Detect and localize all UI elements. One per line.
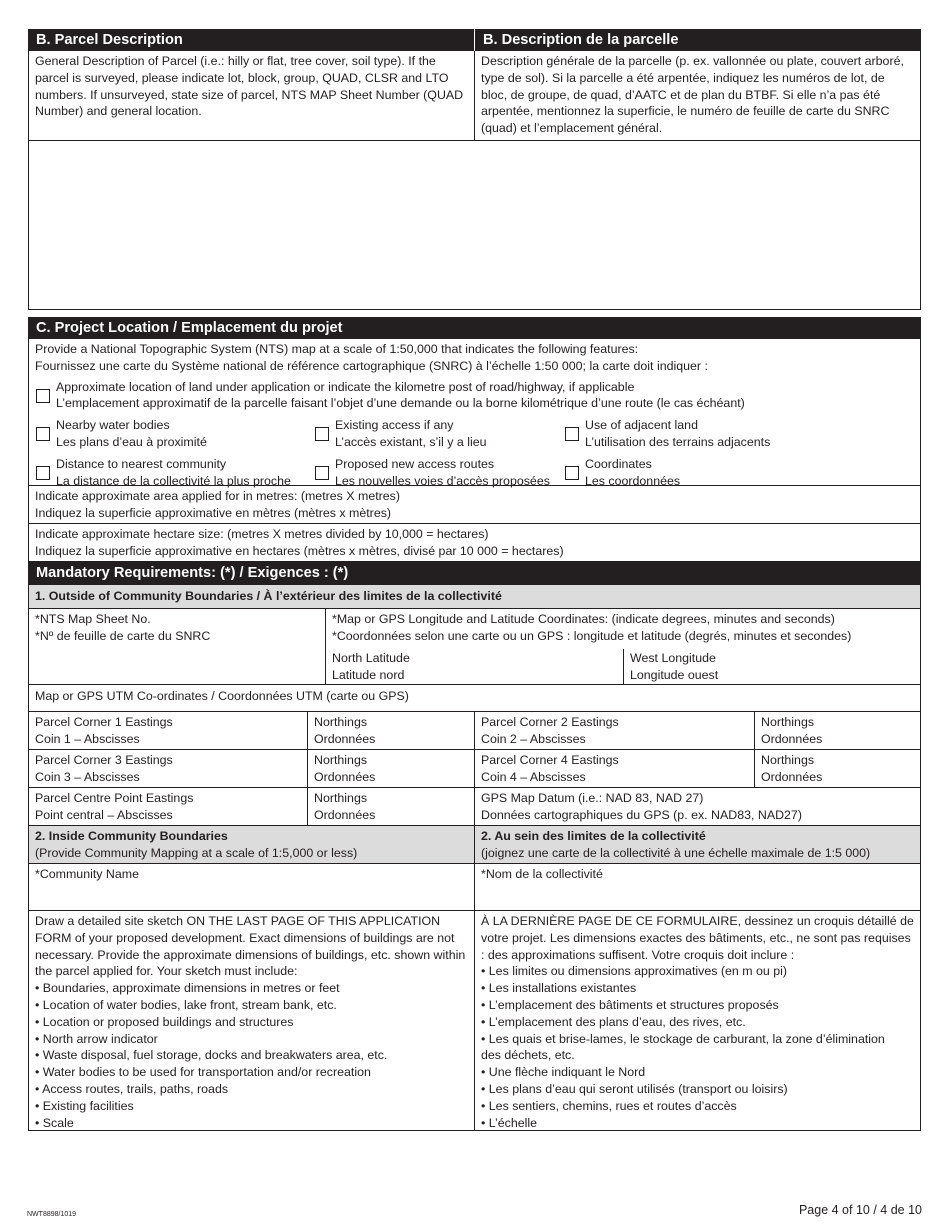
list-item: • Waste disposal, fuel storage, docks and breakwaters area, etc. <box>35 1048 388 1063</box>
check-label-fr: La distance de la collectivité la plus proche <box>56 473 291 488</box>
corner-row-2 <box>28 750 921 788</box>
corner-3-eastings-field[interactable] <box>29 750 308 787</box>
north-label-en: North Latitude <box>332 651 410 665</box>
corner-label-en: Parcel Corner 1 Eastings <box>35 715 173 729</box>
list-item: • Scale <box>35 1115 74 1130</box>
community-name-field[interactable] <box>29 864 475 910</box>
list-item: • Existing facilities <box>35 1098 134 1113</box>
northings-label-fr: Ordonnées <box>314 731 376 746</box>
list-item: • Les installations existantes <box>481 981 637 996</box>
check-label-fr: L’utilisation des terrains adjacents <box>585 434 771 449</box>
list-item: • Boundaries, approximate dimensions in metres or feet <box>35 981 340 996</box>
checkbox-existing-access[interactable] <box>315 427 329 441</box>
list-item: • Les limites ou dimensions approximatives (en m ou pi) <box>481 964 787 979</box>
sketch-list-fr <box>481 963 914 1131</box>
section-b-title-en: B. Parcel Description <box>28 29 475 51</box>
corner-label-en: Parcel Corner 2 Eastings <box>481 715 619 729</box>
checkbox-new-access-routes[interactable] <box>315 466 329 480</box>
section-b-desc-fr: Description générale de la parcelle (p. ex. vallonnée ou plate, couvert arboré, type de sol). Si la parcelle a été arpentée, indiquez les numéros de lot, de bloc, de groupe, de quad, d’AATC et de plan du BTBF. Si elle n’a pas été arpentée, mentionnez la superficie, le numéro de feuille de carte du SNRC (quad) et l’emplacement général. <box>481 54 904 136</box>
list-item: • L’échelle <box>481 1115 538 1130</box>
nts-gps-row <box>28 609 921 685</box>
inside-sub-fr: (joignez une carte de la collectivité à une échelle maximale de 1:5 000) <box>481 845 871 860</box>
north-label-fr: Latitude nord <box>332 667 405 682</box>
corner-2-northings-field[interactable] <box>755 712 920 749</box>
parcel-description-field[interactable] <box>28 141 921 310</box>
sketch-intro-en: Draw a detailed site sketch ON THE LAST PAGE OF THIS APPLICATION FORM of your proposed development. Exact dimensions of buildings are not necessary. Provide the approximate dimensions of buildings, etc. shown within the parcel applied for. Your sketch must include: <box>35 914 466 979</box>
nts-map-sheet-field[interactable] <box>29 609 326 684</box>
section-b-header-row <box>28 29 921 51</box>
check-label-fr: Les plans d’eau à proximité <box>56 434 207 449</box>
northings-label-en: Northings <box>314 715 368 729</box>
area-label-fr: Indiquez la superficie approximative en mètres (mètres x mètres) <box>35 505 392 520</box>
nts-label-en: *NTS Map Sheet No. <box>35 612 151 626</box>
section-c-intro-fr: Fournissez une carte du Système national de référence cartographique (SNRC) à l’échelle 1:50 000; la carte doit indiquer : <box>35 358 708 373</box>
community-label-fr: *Nom de la collectivité <box>481 867 603 881</box>
centre-label-fr: Point central – Abscisses <box>35 807 173 822</box>
check-label-fr: L’accès existant, s’il y a lieu <box>335 434 487 449</box>
checkbox-coordinates[interactable] <box>565 466 579 480</box>
west-label-fr: Longitude ouest <box>630 667 719 682</box>
check-label-en: Distance to nearest community <box>56 456 227 471</box>
northings-label-en: Northings <box>761 753 815 767</box>
checkbox-water-bodies[interactable] <box>36 427 50 441</box>
list-item: • L’emplacement des plans d’eau, des rives, etc. <box>481 1014 746 1029</box>
check-label-en: Use of adjacent land <box>585 418 698 433</box>
list-item: • Water bodies to be used for transportation and/or recreation <box>35 1065 371 1080</box>
nts-label-fr: *Nº de feuille de carte du SNRC <box>35 628 211 643</box>
list-item: • Les plans d’eau qui seront utilisés (transport ou loisirs) <box>481 1081 788 1096</box>
checkbox-approximate-location[interactable] <box>36 389 50 403</box>
check-label-en: Existing access if any <box>335 418 454 433</box>
list-item: • Les sentiers, chemins, rues et routes d’accès <box>481 1098 737 1113</box>
site-sketch-instructions-row <box>28 911 921 1131</box>
corner-label-fr: Coin 3 – Abscisses <box>35 769 140 784</box>
datum-label-en: GPS Map Datum (i.e.: NAD 83, NAD 27) <box>481 791 704 805</box>
corner-4-northings-field[interactable] <box>755 750 920 787</box>
list-item: • North arrow indicator <box>35 1031 158 1046</box>
section-c-title: C. Project Location / Emplacement du projet <box>28 317 921 339</box>
form-number: NWT8898/1019 <box>27 1211 77 1218</box>
gps-label-fr: *Coordonnées selon une carte ou un GPS : longitude et latitude (degrés, minutes et secondes) <box>332 628 852 643</box>
section-c-intro-en: Provide a National Topographic System (NTS) map at a scale of 1:50,000 that indicates the following features: <box>35 342 639 356</box>
list-item: • Access routes, trails, paths, roads <box>35 1081 229 1096</box>
corner-label-fr: Coin 2 – Abscisses <box>481 731 586 746</box>
corner-label-en: Parcel Corner 4 Eastings <box>481 753 619 767</box>
area-field[interactable] <box>28 485 921 523</box>
check-label-fr: Les coordonnées <box>585 473 681 488</box>
northings-label-en: Northings <box>761 715 815 729</box>
sketch-intro-fr: À LA DERNIÈRE PAGE DE CE FORMULAIRE, dessinez un croquis détaillé de votre projet. Les dimensions exactes des bâtiments, etc., ne sont pas requises : des approximations suffisent. Votre croquis doit inclure : <box>481 914 914 962</box>
outside-community-title: 1. Outside of Community Boundaries / À l’extérieur des limites de la collectivité <box>28 585 921 609</box>
check-label-en: Proposed new access routes <box>335 456 495 471</box>
gps-label-en: *Map or GPS Longitude and Latitude Coordinates: (indicate degrees, minutes and seconds) <box>332 612 835 626</box>
inside-title-fr: 2. Au sein des limites de la collectivité <box>481 829 706 843</box>
list-item: • Une flèche indiquant le Nord <box>481 1065 646 1080</box>
section-b-desc-en: General Description of Parcel (i.e.: hilly or flat, tree cover, soil type). If the parcel is surveyed, please indicate lot, block, group, QUAD, CLSR and LTO numbers. If unsurveyed, state size of parcel, NTS MAP Sheet Number (QUAD Number) and general location. <box>29 51 475 140</box>
community-name-field-fr[interactable] <box>475 864 920 910</box>
list-item: • Les quais et brise-lames, le stockage de carburant, la zone d’élimination <box>481 1031 885 1046</box>
community-name-row <box>28 864 921 911</box>
centre-northings-field[interactable] <box>308 788 475 825</box>
page-number: Page 4 of 10 / 4 de 10 <box>798 1203 922 1217</box>
check-label-en: Nearby water bodies <box>56 418 170 433</box>
utm-label: Map or GPS UTM Co-ordinates / Coordonnées UTM (carte ou GPS) <box>28 685 921 712</box>
centre-eastings-field[interactable] <box>29 788 308 825</box>
corner-label-en: Parcel Corner 3 Eastings <box>35 753 173 767</box>
list-item: • L’emplacement des bâtiments et structures proposés <box>481 997 779 1012</box>
list-item: • Location of water bodies, lake front, stream bank, etc. <box>35 997 337 1012</box>
mandatory-title: Mandatory Requirements: (*) / Exigences : (*) <box>28 561 921 585</box>
check-label-fr: Les nouvelles voies d’accès proposées <box>335 473 550 488</box>
community-label-en: *Community Name <box>35 867 139 881</box>
centre-label-en: Parcel Centre Point Eastings <box>35 791 194 805</box>
west-longitude-field[interactable] <box>624 649 920 684</box>
corner-1-eastings-field[interactable] <box>29 712 308 749</box>
northings-label-en: Northings <box>314 791 368 805</box>
list-item: • Location or proposed buildings and structures <box>35 1014 294 1029</box>
area-label-en: Indicate approximate area applied for in metres: (metres X metres) <box>35 489 400 503</box>
northings-label-fr: Ordonnées <box>761 731 823 746</box>
approx-location-fr: L’emplacement approximatif de la parcelle faisant l’objet d’une demande ou la borne kilométrique d’une route (le cas échéant) <box>56 396 745 411</box>
sketch-list-en <box>35 980 468 1131</box>
section-c-body <box>28 339 921 488</box>
checkbox-nearest-community[interactable] <box>36 466 50 480</box>
inside-title-en: 2. Inside Community Boundaries <box>35 829 228 843</box>
approx-location-en: Approximate location of land under application or indicate the kilometre post of road/highway, if applicable <box>56 379 635 394</box>
corner-1-northings-field[interactable] <box>308 712 475 749</box>
inside-sub-en: (Provide Community Mapping at a scale of 1:5,000 or less) <box>35 845 358 860</box>
list-item: des déchets, etc. <box>481 1048 575 1063</box>
northings-label-fr: Ordonnées <box>314 807 376 822</box>
gps-datum-field[interactable] <box>475 788 920 825</box>
corner-2-eastings-field[interactable] <box>475 712 755 749</box>
northings-label-fr: Ordonnées <box>761 769 823 784</box>
northings-label-en: Northings <box>314 753 368 767</box>
hectare-field[interactable] <box>28 523 921 561</box>
section-b-description-row <box>28 51 921 141</box>
section-b-title-fr: B. Description de la parcelle <box>475 29 921 51</box>
corner-3-northings-field[interactable] <box>308 750 475 787</box>
inside-community-header-row <box>28 826 921 864</box>
northings-label-fr: Ordonnées <box>314 769 376 784</box>
corner-label-fr: Coin 1 – Abscisses <box>35 731 140 746</box>
centre-row <box>28 788 921 826</box>
checkbox-adjacent-land[interactable] <box>565 427 579 441</box>
check-label-en: Coordinates <box>585 456 652 471</box>
datum-label-fr: Données cartographiques du GPS (p. ex. NAD83, NAD27) <box>481 807 802 822</box>
corner-4-eastings-field[interactable] <box>475 750 755 787</box>
hectare-label-fr: Indiquez la superficie approximative en hectares (mètres x mètres, divisé par 10 000 = hectares) <box>35 543 564 558</box>
corner-row-1 <box>28 712 921 750</box>
west-label-en: West Longitude <box>630 651 716 665</box>
north-latitude-field[interactable] <box>326 649 624 684</box>
hectare-label-en: Indicate approximate hectare size: (metres X metres divided by 10,000 = hectares) <box>35 527 489 541</box>
corner-label-fr: Coin 4 – Abscisses <box>481 769 586 784</box>
